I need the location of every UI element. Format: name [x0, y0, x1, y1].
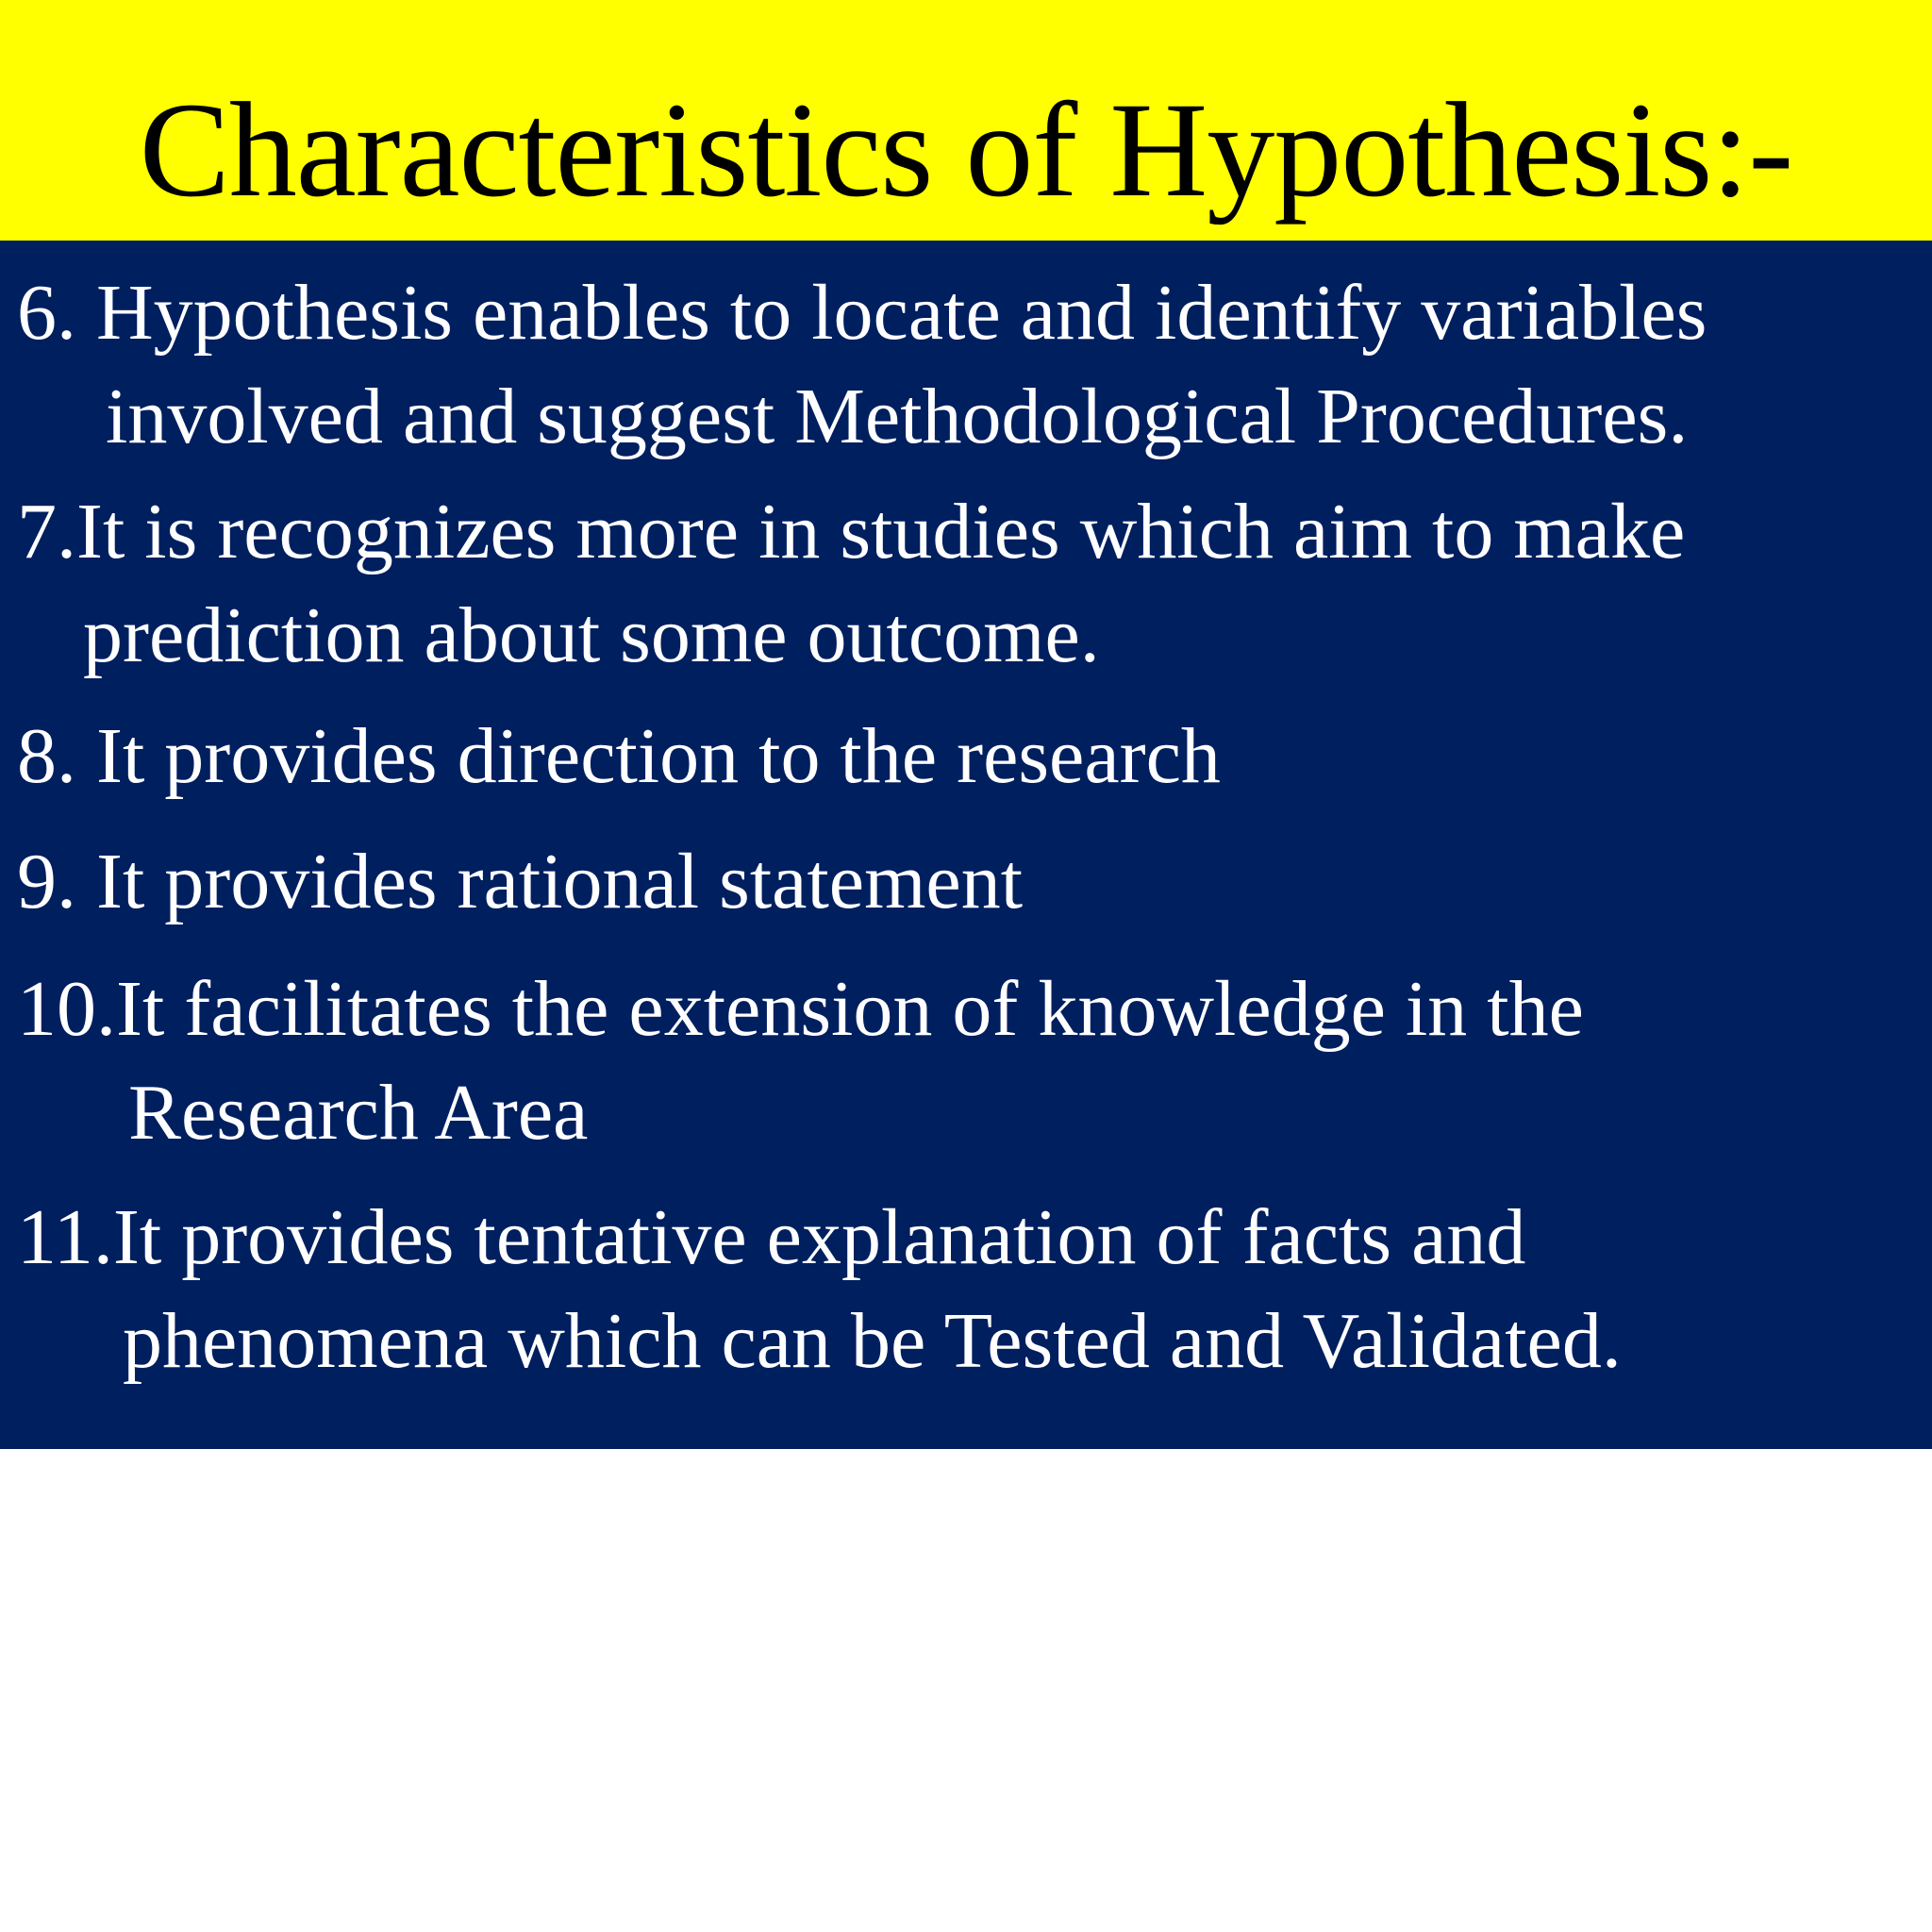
- list-item-text: It provides direction to the research: [96, 712, 1221, 800]
- list-item-number: 9.: [17, 838, 76, 925]
- list-item-8: [17, 705, 1913, 808]
- list-item-line: [17, 958, 1913, 1061]
- list-item-number: 8.: [17, 712, 76, 800]
- list-item-10: [17, 958, 1913, 1165]
- list-item-text: It provides rational statement: [96, 838, 1024, 925]
- list-item-line: [17, 261, 1913, 365]
- list-item-line: [17, 1186, 1913, 1290]
- list-item-11: [17, 1186, 1913, 1393]
- list-item-line: [17, 705, 1913, 808]
- list-item-continuation: Research Area: [128, 1069, 589, 1157]
- list-item-continuation: involved and suggest Methodological Procedures.: [106, 373, 1689, 460]
- list-item-9: [17, 830, 1913, 934]
- title-bar: [0, 0, 1932, 241]
- list-item-number: 11.: [17, 1193, 113, 1281]
- list-item-number: 7.: [17, 488, 76, 575]
- list-item-text: It provides tentative explanation of facts and: [112, 1193, 1526, 1281]
- slide-title: Characteristics of Hypothesis:-: [139, 75, 1793, 225]
- list-item-number: 6.: [17, 269, 76, 357]
- list-item-number: 10.: [17, 965, 116, 1053]
- list-item-text: Hypothesis enables to locate and identify variables: [96, 269, 1707, 357]
- list-item-6: [17, 261, 1913, 469]
- content-panel: [0, 241, 1932, 1449]
- list-item-line: [17, 830, 1913, 934]
- list-item-line: [17, 480, 1913, 584]
- list-item-continuation: phenomena which can be Tested and Validated.: [123, 1297, 1622, 1385]
- list-item-text: It is recognizes more in studies which aim to make: [76, 488, 1686, 575]
- list-item-7: [17, 480, 1913, 688]
- list-item-continuation: prediction about some outcome.: [83, 591, 1100, 679]
- list-item-text: It facilitates the extension of knowledge in the: [116, 965, 1584, 1053]
